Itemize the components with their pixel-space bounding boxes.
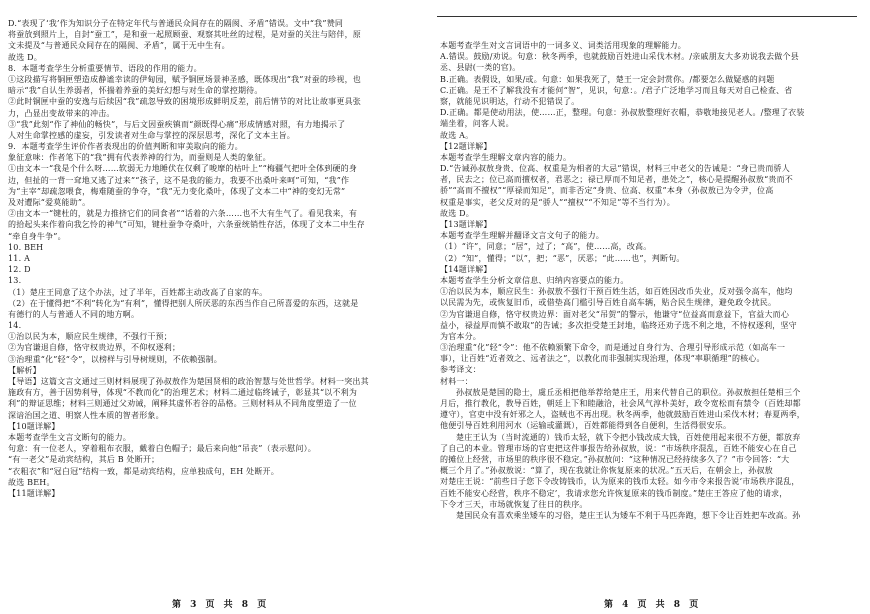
text-line: 端坐着，问客人说。 — [440, 119, 514, 129]
text-line: 力，凸显出变故带来的冲击。 — [8, 108, 115, 118]
text-line: D.“表现了‘我’作为知识分子在特定年代与普通民众间存在的隔阂、矛盾”错误。文中“我”赞同 — [8, 19, 344, 28]
text-line: 【解析】 — [8, 365, 41, 375]
header-rule — [437, 16, 857, 17]
text-line: 权重是事实，老父反对的是“骄人”“擅权”“不知足”等不当行为）。 — [440, 197, 675, 207]
text-line: ③治理重“化”轻“令”：他不依赖颁繁下命令，而是通过自身行为、合理引导形成示范（如高车一 — [440, 343, 786, 353]
text-line: 人对生命掌控感的虚妄，引发读者对生命与掌控的深层思考，深化了文本主旨。 — [8, 130, 295, 140]
text-line: D.正确。都是使动用法，使……正，整理。句意：孙叔敖整理好衣帽，恭敬地接见老人。/整理了衣装 — [440, 108, 805, 118]
text-line: 丞、县尉(一类的官)。 — [440, 63, 521, 73]
text-line: 孙叔敖是楚国的隐士，虞丘丞相把他举荐给楚庄王，用来代替自己的职位。孙叔敖担任楚相三个 — [456, 387, 801, 397]
text-line: 本题考查学生理解并翻译文言文句子的能力。 — [440, 231, 604, 241]
text-line: 百姓不能安心经营，秩序不稳定’，我请求您允许恢复原来的钱币制度。”楚庄王答应了他的请求， — [440, 488, 788, 498]
text-line: ②为官谦退自修，恪守权贵边界：面对老父“吊贺”的警示，他谦守“位益高而意益下，官益大而心 — [440, 309, 790, 319]
text-line: 14. — [8, 321, 22, 331]
text-line: “衣粗衣”和“冠白冠”结构一致，都是动宾结构，应单独成句，EH 处断开。 — [8, 466, 279, 476]
text-line: 概三个月了。”孙叔敖说：“算了，现在我就让你恢复原来的状况。”五天后，在朝会上，孙叔敖 — [440, 466, 773, 476]
text-line: 将蚕放到照片上，自封“蚕工”，是和蚕一起照顾蚕、观察其吐丝的过程，是对蚕的关注与陪伴，原 — [8, 30, 361, 40]
text-line: 故选 D。 — [440, 208, 474, 218]
text-line: 施政有方，善于因势利导，体现“不教而化”的治理艺术；材料二通过临终诫子，彰显其“以不利为 — [8, 388, 358, 398]
text-line: ②为官谦退自修，恪守权贵边界，不仰权逐利； — [8, 343, 181, 353]
text-line: ③治理重“化”轻“令”，以榜样与引导树规则，不依赖强制。 — [8, 354, 222, 364]
text-line: 【13题详解】 — [440, 220, 492, 229]
text-line: ①治以民为本，顺应民生规律，不强行干预； — [8, 332, 172, 342]
text-line: 深谙治国之道、明察人性本质的智者形象。 — [8, 410, 164, 420]
text-line: 句意：有一位老人，穿着粗布衣服，戴着白色帽子；最后来向他“吊丧”（表示慰问）。 — [8, 444, 316, 454]
text-line: 有德行的人与普通人不同的地方啊。 — [8, 309, 140, 319]
text-line: 本题考查学生对文言词语中的一词多义、词类活用现象的理解能力。 — [440, 41, 686, 50]
text-line: 【10题详解】 — [8, 421, 60, 431]
text-line: 楚庄王认为（当时流通的）钱币太轻，就下令把小钱改成大钱，百姓使用起来很不方便，都放弃 — [456, 432, 801, 442]
text-line: ①这段描写将铜匣塑造成静谧幸读的伊甸园，赋予铜匣场景神圣感，既体现出“我”对蚕的珍视，也 — [8, 74, 361, 84]
text-line: 材料一： — [440, 376, 473, 386]
text-line: “有一老父”是动宾结构，其后 B 处断开； — [8, 455, 160, 465]
text-line: 本题考查学生文言文断句的能力。 — [8, 432, 131, 442]
text-line: ①治以民为本，顺应民生：孙叔敖不强行干预百姓生活，如百姓因改币失业，反对强令高车，他均 — [440, 287, 793, 297]
text-line: 及对遭际“爱莫能助”。 — [8, 198, 91, 207]
text-line: 边，但扯的一背一耷地又逃了过来”“孩子，这不是我的能力，我要不出桑叶来呵”可知，“我”作 — [8, 175, 350, 185]
text-line: 【11题详解】 — [8, 488, 60, 498]
text-line: 参考译文： — [440, 365, 481, 375]
text-line: 故选 A。 — [440, 130, 474, 140]
text-line: 13. — [8, 276, 22, 286]
page-number-right: 第 4 页 共 8 页 — [604, 600, 702, 610]
text-line: B.正确。表假设，如果/或。句意：如果我死了，楚王一定会封赏你。/都要怎么做疑惑的问题 — [440, 74, 775, 84]
text-line: 12. D — [8, 265, 31, 275]
text-line: 11. A — [8, 253, 31, 263]
text-line: 的摊位上经营，市场里的秩序很不稳定。”孙叔敖问：“这种情况已经持续多久了？”市令回答：“大 — [440, 454, 790, 464]
text-line: ①由文本一“我是个什么呀……软弱无力地睡伏在仅剩了唆摩的枯叶上”“梅疆气把叶全体到硬的身 — [8, 164, 358, 174]
text-line: 本题考查学生分析文章信息、归纳内容要点的能力。 — [440, 275, 629, 285]
text-line: 遵守），官吏中没有奸邪之人，盗贼也不再出现。秋冬两季，他就鼓励百姓进山采伐木材；春夏两季， — [440, 410, 805, 420]
text-line: 为官本分。 — [440, 331, 481, 341]
text-line: ③“我”此刻“作了神仙的畅快”，与后文因蚕疾镇而“颜既得心痛”形成情感对照，有力地揭示了 — [8, 119, 346, 129]
left-column — [8, 18, 418, 590]
text-line: 故选 D。 — [8, 52, 42, 62]
text-line: 以民需为先，或恢复旧币，或借垫高门槛引导百姓自高车辆，贴合民生规律，避免政令扰民。 — [440, 298, 777, 308]
text-line: （1）楚庄王同意了这个办法，过了半年，百姓都主动改高了自家的车。 — [8, 287, 268, 297]
text-line: 为“主宰”却疏忽喂食，梅难随蚕的争夺，“我”无力变化桑叶，体现了文本二中“神的变幻无常” — [8, 186, 346, 196]
text-line: 楚国民众有喜欢乘坐矮车的习俗，楚庄王认为矮车不利于马匹奔跑，想下令让百姓把车改高。孙 — [456, 510, 801, 520]
text-line: 【导语】这篇文言文通过三则材料展现了孙叔敖作为楚国贤相的政治智慧与处世哲学。材料一突出其 — [8, 377, 369, 386]
text-line: 者，民去之；位已高而擅权者，君恶之；禄已厚而不知足者，患处之”，核心是提醒孙叔敖“贵而不 — [440, 175, 793, 185]
text-line: 文未提及“与普通民众间存在的隔阂、矛盾”，属于无中生有。 — [8, 41, 230, 51]
text-line: 下令才三天，市场就恢复了往日的秩序。 — [440, 499, 588, 509]
text-line: 8．本题考查学生分析重要情节、语段的作用的能力。 — [8, 63, 202, 73]
text-line: “牵自身牛争”。 — [8, 231, 66, 241]
text-line: 【12题详解】 — [440, 141, 492, 151]
text-line: 故选 BEH。 — [8, 477, 55, 487]
text-line: ②由文本一“键杜的，就是力推挤它们的同食者”“话着的六条……也不大有生气了。看见我来，有 — [8, 209, 358, 219]
text-line: 本题考查学生理解文章内容的能力。 — [440, 152, 572, 162]
text-line: C.正确。是王不了解我没有才能何“智”，见识，句意：。/君子广泛地学习而且每天对自己检查、省 — [440, 85, 793, 95]
text-line: 了自己的本业。管理市场的官吏把这件事报告给孙叔敖，说：“市场秩序混乱，百姓不能安心在自己 — [440, 443, 797, 453]
text-line: （1）“许”，同意；“居”，过了；“高”，使……高，改高。 — [440, 242, 652, 252]
right-column — [440, 40, 850, 590]
text-line: （2）在于懂得把“不利”转化为“有利”，懂得把别人所厌恶的东西当作自己所喜爱的东西，这就是 — [8, 298, 359, 308]
text-line: 事），让百姓“近者效之、远者法之”，以教化而非强制实现治理，体现“率职循理”的核心。 — [440, 354, 765, 364]
text-line: D.“告诫孙叔敖身贵、位高、权重是为相者的大忌”错误，材料三中老父的告诫是：“身已贵而骄人 — [440, 164, 790, 174]
text-line: （2）“知”，懂得；“以”，把；“恶”，厌恶；“此……也”，判断句。 — [440, 253, 685, 263]
text-line: 利”的辩证思维；材料三则通过父劝诫，阐释其虚怀若谷的品格。三则材料从不同角度塑造了一位 — [8, 399, 357, 409]
page-number-left: 第 3 页 共 8 页 — [172, 600, 270, 610]
text-line: ②此时铜匣中蚕的安逸与后续因“我”疏忽导致的困境形成鲜明反差，前后情节的对比让故事更具张 — [8, 97, 361, 107]
text-line: 的拾起头来作着向我乞怜的神气”可知，键杜蚕争夺桑叶，六条蚕统销性存活，体现了文本二中生存 — [8, 220, 365, 230]
text-line: 益小，禄益厚而慎不敢取”的告诫；多次拒受楚王封地，临终还劝子选不利之地，不恃权逐利，坚守 — [440, 320, 797, 330]
text-line: 暗示“我”自认生养弱者，怀揣着养蚕的美好幻想与对生命的掌控期待。 — [8, 86, 263, 96]
text-line: 月后，推行教化，教导百姓，朝廷上下和睦融洽，社会风气淳朴美好，政令宽松而有禁令（百姓却都 — [440, 399, 801, 408]
text-line: 【14题详解】 — [440, 264, 492, 274]
text-line: 他便引导百姓利用河水（运输或灌溉），百姓都能得到各自便利，生活得很安乐。 — [440, 421, 732, 431]
text-line: 察，就能见识明达，行动不犯错误了。 — [440, 96, 580, 106]
text-line: 9．本题考查学生评价作者表现出的价值判断和审美取向的能力。 — [8, 142, 243, 152]
text-line: 象征意味：作者笔下的“我”拥有代表养神的行为，而蚕则是人类的象征。 — [8, 153, 271, 163]
text-line: 10. BEH — [8, 242, 44, 252]
text-line: A.错误。鼓励/劝说。句意：秋冬两季，也就鼓励百姓进山采伐木材。/亲戚朋友大多劝说我去做个县 — [440, 52, 799, 62]
text-line: 对楚庄王说：“前些日子您下令改铸钱币，认为原来的钱币太轻。如今市令来报告说‘市场秩序混乱， — [440, 477, 800, 487]
text-line: 骄”“高而不擅权”“厚禄而知足”，而非否定“身贵、位高、权重”本身（孙叔敖已为令尹，位高 — [440, 186, 774, 196]
